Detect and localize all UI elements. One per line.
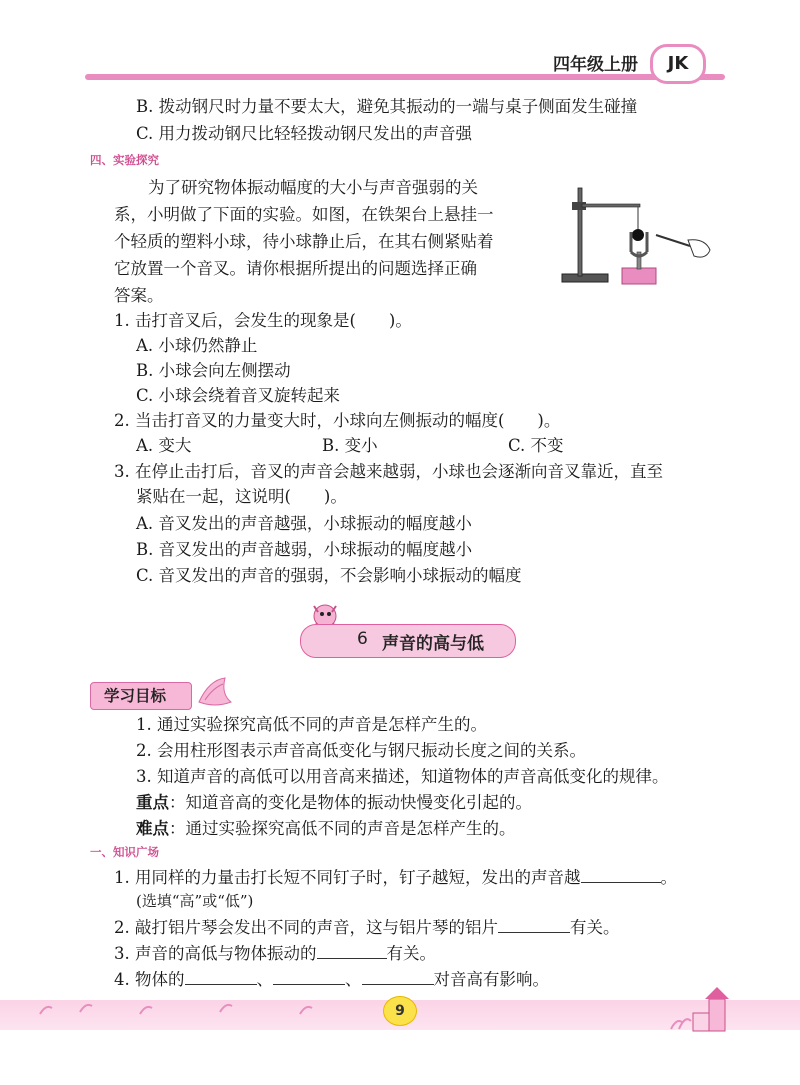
fill-question-1-hint: (选填“高”或“低”) xyxy=(136,892,254,910)
fill-question-1: 1. 用同样的力量击打长短不同钉子时，钉子越短，发出的声音越 。 xyxy=(114,868,677,887)
key-point-label: 重点 xyxy=(136,793,169,812)
answer-blank[interactable] xyxy=(498,916,570,933)
intro-line: 答案。 xyxy=(114,286,164,305)
fill-question-2: 2. 敲打铝片琴会发出不同的声音，这与铝片琴的铝片 有关。 xyxy=(114,918,620,937)
key-point-text: ：知道音高的变化是物体的振动快慢变化引起的。 xyxy=(169,793,532,812)
grade-label: 四年级上册 xyxy=(553,55,638,75)
question-2-option: B. 变小 xyxy=(322,436,378,455)
goal-item: 2. 会用柱形图表示声音高低变化与钢尺振动长度之间的关系。 xyxy=(136,741,586,760)
question-3-option: C. 音叉发出的声音的强弱，不会影响小球振动的幅度 xyxy=(136,566,522,585)
lesson-title: 声音的高与低 xyxy=(382,634,484,654)
lesson-number: 6 xyxy=(357,629,368,649)
intro-line: 个轻质的塑料小球，待小球静止后，在其右侧紧贴着 xyxy=(114,232,494,251)
answer-blank[interactable] xyxy=(273,968,345,985)
question-3-option: A. 音叉发出的声音越强，小球振动的幅度越小 xyxy=(136,514,472,533)
option-c: C. 用力拨动钢尺比轻轻拨动钢尺发出的声音强 xyxy=(136,124,473,143)
option-b: B. 拨动钢尺时力量不要太大，避免其振动的一端与桌子侧面发生碰撞 xyxy=(136,97,638,116)
question-2-option: C. 不变 xyxy=(508,436,564,455)
difficulty-text: ：通过实验探究高低不同的声音是怎样产生的。 xyxy=(169,819,516,838)
edition-badge: JK xyxy=(650,44,706,84)
question-3-stem: 3. 在停止击打后，音叉的声音会越来越弱，小球也会逐渐向音叉靠近，直至 xyxy=(114,462,663,481)
answer-blank[interactable] xyxy=(581,866,661,883)
page-number: 9 xyxy=(383,996,417,1026)
intro-line: 它放置一个音叉。请你根据所提出的问题选择正确 xyxy=(114,259,477,278)
answer-blank[interactable] xyxy=(317,942,387,959)
difficulty-label: 难点 xyxy=(136,819,169,838)
question-3-stem: 紧贴在一起，这说明( )。 xyxy=(136,487,347,506)
learning-goals-label: 学习目标 xyxy=(104,687,167,705)
footer-sprout-decoration xyxy=(20,994,370,1018)
answer-blank[interactable] xyxy=(362,968,434,985)
question-1-stem: 1. 击打音叉后，会发生的现象是( )。 xyxy=(114,311,412,330)
question-1-option: C. 小球会绕着音叉旋转起来 xyxy=(136,386,341,405)
tuning-fork-apparatus-figure xyxy=(560,180,720,290)
intro-line: 系，小明做了下面的实验。如图，在铁架台上悬挂一 xyxy=(114,205,494,224)
key-point xyxy=(136,792,532,814)
flower-decoration-icon xyxy=(195,674,235,708)
answer-blank[interactable] xyxy=(185,968,257,985)
question-3-option: B. 音叉发出的声音越弱，小球振动的幅度越小 xyxy=(136,540,473,559)
lighthouse-decoration-icon xyxy=(665,985,745,1033)
section-heading-4: 四、实验探究 xyxy=(90,153,159,167)
goal-item: 3. 知道声音的高低可以用音高来描述，知道物体的声音高低变化的规律。 xyxy=(136,767,669,786)
question-1-option: A. 小球仍然静止 xyxy=(136,336,258,355)
question-1-option: B. 小球会向左侧摆动 xyxy=(136,361,291,380)
question-2-stem: 2. 当击打音叉的力量变大时，小球向左侧振动的幅度( )。 xyxy=(114,411,561,430)
intro-line: 为了研究物体振动幅度的大小与声音强弱的关 xyxy=(148,178,478,197)
section-heading-1: 一、知识广场 xyxy=(90,845,159,859)
difficulty-point xyxy=(136,818,516,840)
goal-item: 1. 通过实验探究高低不同的声音是怎样产生的。 xyxy=(136,715,487,734)
fill-question-4: 4. 物体的 、 、 对音高有影响。 xyxy=(114,970,549,989)
fill-question-3: 3. 声音的高低与物体振动的 有关。 xyxy=(114,944,436,963)
question-2-option: A. 变大 xyxy=(136,436,192,455)
